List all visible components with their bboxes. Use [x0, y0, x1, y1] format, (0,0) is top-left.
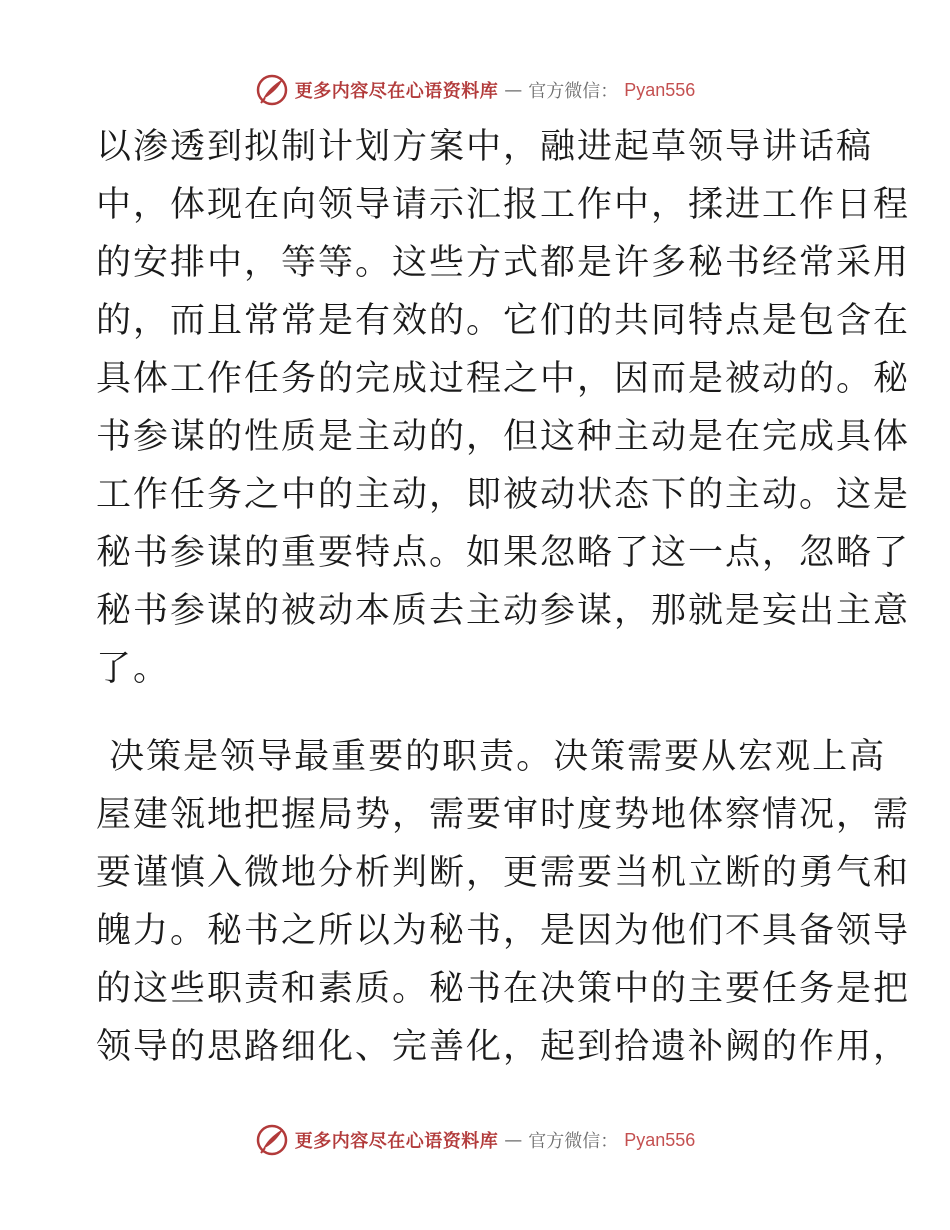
- watermark-dash: —: [504, 1129, 523, 1151]
- watermark-wechat-label: 官方微信：: [528, 1131, 619, 1152]
- text-line: 的安排中，等等。这些方式都是许多秘书经常采用: [96, 243, 911, 283]
- paragraph-1: [96, 118, 911, 698]
- text-line: 了。: [96, 649, 171, 689]
- text-line: 的，而且常常是有效的。它们的共同特点是包含在: [96, 301, 911, 341]
- text-line: 工作任务之中的主动，即被动状态下的主动。这是: [96, 475, 911, 515]
- watermark-wechat-label: 官方微信：: [528, 81, 619, 102]
- text-line: 魄力。秘书之所以为秘书，是因为他们不具备领导: [96, 911, 911, 951]
- text-line: 书参谋的性质是主动的，但这种主动是在完成具体: [96, 417, 911, 457]
- watermark-dash: —: [504, 79, 523, 101]
- paragraph-2: [96, 728, 911, 1076]
- text-line: 的这些职责和素质。秘书在决策中的主要任务是把: [96, 969, 911, 1009]
- watermark-wechat-id: Pyan556: [624, 1129, 696, 1150]
- watermark-brand: 更多内容尽在心语资料库: [294, 81, 499, 102]
- text-line: 要谨慎入微地分析判断，更需要当机立断的勇气和: [96, 853, 911, 893]
- header-watermark: [0, 70, 950, 110]
- text-line: 领导的思路细化、完善化，起到拾遗补阙的作用，: [96, 1027, 911, 1067]
- text-line: 具体工作任务的完成过程之中，因而是被动的。秘: [96, 359, 911, 399]
- quill-pen-logo-icon: [255, 1123, 289, 1157]
- footer-watermark: [0, 1120, 950, 1160]
- quill-pen-logo-icon: [255, 73, 289, 107]
- text-line: 屋建瓴地把握局势，需要审时度势地体察情况，需: [96, 795, 911, 835]
- text-line: 秘书参谋的被动本质去主动参谋，那就是妄出主意: [96, 591, 911, 631]
- document-body: [96, 118, 911, 1076]
- text-line: 秘书参谋的重要特点。如果忽略了这一点，忽略了: [96, 533, 911, 573]
- watermark-wechat-id: Pyan556: [624, 79, 696, 100]
- text-line: 中，体现在向领导请示汇报工作中，揉进工作日程: [96, 185, 911, 225]
- text-line: 以渗透到拟制计划方案中，融进起草领导讲话稿: [96, 127, 874, 167]
- watermark-brand: 更多内容尽在心语资料库: [294, 1131, 499, 1152]
- paragraph-spacer: [96, 698, 856, 728]
- text-line: 决策是领导最重要的职责。决策需要从宏观上高: [96, 737, 887, 777]
